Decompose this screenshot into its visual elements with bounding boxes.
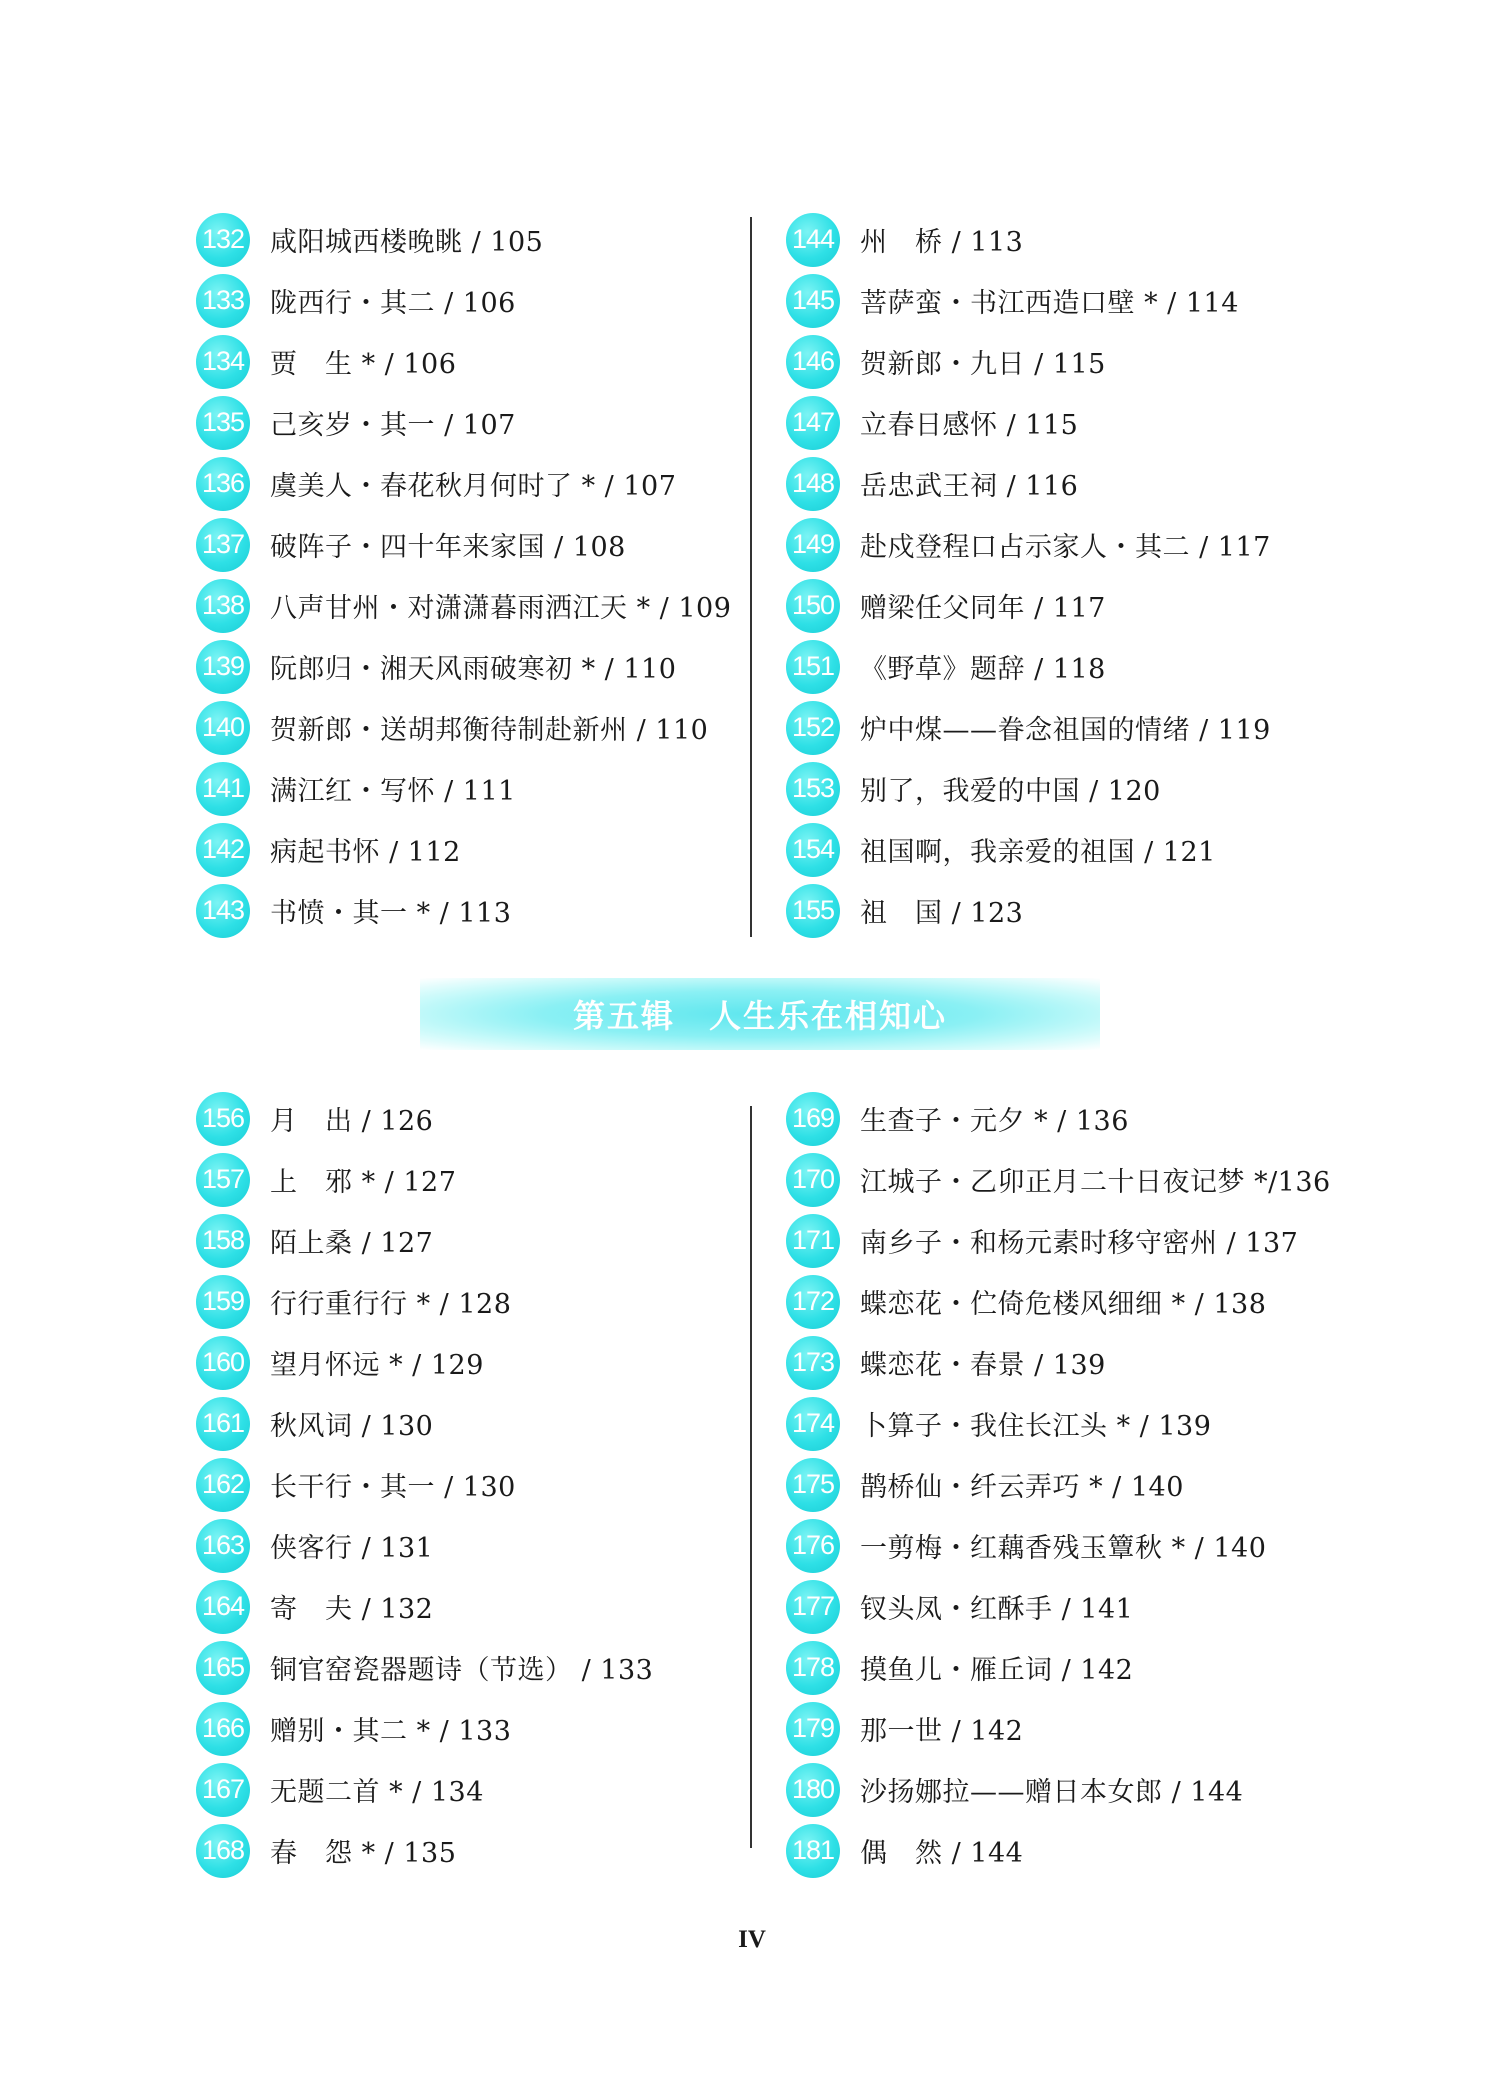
entry-title: 祖国啊，我亲爱的祖国 / 121 bbox=[860, 837, 1216, 868]
entry-number-badge: 174 bbox=[786, 1397, 840, 1451]
toc-entry[interactable] bbox=[196, 1759, 756, 1820]
entry-number-badge: 164 bbox=[196, 1580, 250, 1634]
entry-title: 长干行・其一 / 130 bbox=[270, 1472, 516, 1503]
toc-entry[interactable] bbox=[196, 636, 756, 697]
toc-entry[interactable] bbox=[196, 514, 756, 575]
entry-title: 阮郎归・湘天风雨破寒初 * / 110 bbox=[270, 654, 677, 685]
toc-entry[interactable] bbox=[786, 331, 1346, 392]
entry-title: 一剪梅・红藕香残玉簟秋 * / 140 bbox=[860, 1533, 1267, 1564]
entry-number-badge: 159 bbox=[196, 1275, 250, 1329]
section-title-banner bbox=[420, 978, 1100, 1050]
entry-title: 春 怨 * / 135 bbox=[270, 1838, 457, 1869]
toc-column-left bbox=[196, 209, 756, 941]
toc-entry[interactable] bbox=[786, 1271, 1346, 1332]
toc-entry[interactable] bbox=[196, 1576, 756, 1637]
toc-entry[interactable] bbox=[786, 453, 1346, 514]
toc-column-left bbox=[196, 1088, 756, 1881]
toc-entry[interactable] bbox=[196, 697, 756, 758]
entry-title: 破阵子・四十年来家国 / 108 bbox=[270, 532, 626, 563]
entry-title: 别了，我爱的中国 / 120 bbox=[860, 776, 1161, 807]
entry-number-badge: 170 bbox=[786, 1153, 840, 1207]
toc-entry[interactable] bbox=[196, 1393, 756, 1454]
toc-entry[interactable] bbox=[786, 1759, 1346, 1820]
entry-title: 立春日感怀 / 115 bbox=[860, 410, 1079, 441]
entry-number-badge: 177 bbox=[786, 1580, 840, 1634]
toc-entry[interactable] bbox=[196, 392, 756, 453]
entry-number-badge: 140 bbox=[196, 701, 250, 755]
toc-entry[interactable] bbox=[196, 575, 756, 636]
entry-title: 炉中煤——眷念祖国的情绪 / 119 bbox=[860, 715, 1271, 746]
toc-entry[interactable] bbox=[786, 1393, 1346, 1454]
entry-number-badge: 139 bbox=[196, 640, 250, 694]
entry-number-badge: 147 bbox=[786, 396, 840, 450]
toc-entry[interactable] bbox=[786, 758, 1346, 819]
entry-number-badge: 180 bbox=[786, 1763, 840, 1817]
toc-entry[interactable] bbox=[786, 1515, 1346, 1576]
entry-title: 书愤・其一 * / 113 bbox=[270, 898, 512, 929]
toc-entry[interactable] bbox=[786, 1698, 1346, 1759]
entry-number-badge: 149 bbox=[786, 518, 840, 572]
entry-number-badge: 156 bbox=[196, 1092, 250, 1146]
toc-entry[interactable] bbox=[196, 1149, 756, 1210]
entry-number-badge: 171 bbox=[786, 1214, 840, 1268]
entry-title: 无题二首 * / 134 bbox=[270, 1777, 484, 1808]
toc-entry[interactable] bbox=[786, 1149, 1346, 1210]
entry-title: 秋风词 / 130 bbox=[270, 1411, 434, 1442]
entry-number-badge: 145 bbox=[786, 274, 840, 328]
entry-number-badge: 146 bbox=[786, 335, 840, 389]
entry-number-badge: 166 bbox=[196, 1702, 250, 1756]
entry-number-badge: 157 bbox=[196, 1153, 250, 1207]
toc-entry[interactable] bbox=[196, 331, 756, 392]
toc-entry[interactable] bbox=[786, 1576, 1346, 1637]
column-divider bbox=[750, 1106, 752, 1848]
entry-number-badge: 142 bbox=[196, 823, 250, 877]
section-title: 第五辑 人生乐在相知心 bbox=[572, 997, 947, 1035]
entry-title: 卜算子・我住长江头 * / 139 bbox=[860, 1411, 1212, 1442]
entry-title: 南乡子・和杨元素时移守密州 / 137 bbox=[860, 1228, 1299, 1259]
entry-title: 生查子・元夕 * / 136 bbox=[860, 1106, 1129, 1137]
toc-column-right bbox=[786, 209, 1346, 941]
toc-entry[interactable] bbox=[196, 1210, 756, 1271]
entry-number-badge: 179 bbox=[786, 1702, 840, 1756]
toc-entry[interactable] bbox=[786, 636, 1346, 697]
entry-number-badge: 137 bbox=[196, 518, 250, 572]
entry-title: 菩萨蛮・书江西造口壁 * / 114 bbox=[860, 288, 1239, 319]
entry-title: 望月怀远 * / 129 bbox=[270, 1350, 484, 1381]
entry-number-badge: 158 bbox=[196, 1214, 250, 1268]
entry-number-badge: 132 bbox=[196, 213, 250, 267]
toc-entry[interactable] bbox=[196, 1698, 756, 1759]
toc-entry[interactable] bbox=[196, 880, 756, 941]
toc-entry[interactable] bbox=[196, 1271, 756, 1332]
entry-title: 沙扬娜拉——赠日本女郎 / 144 bbox=[860, 1777, 1244, 1808]
entry-number-badge: 155 bbox=[786, 884, 840, 938]
column-divider bbox=[750, 217, 752, 937]
toc-entry[interactable] bbox=[786, 1820, 1346, 1881]
toc-entry[interactable] bbox=[786, 270, 1346, 331]
page-number: IV bbox=[738, 1926, 766, 1953]
entry-title: 江城子・乙卯正月二十日夜记梦 */136 bbox=[860, 1167, 1331, 1198]
entry-number-badge: 138 bbox=[196, 579, 250, 633]
entry-title: 蝶恋花・春景 / 139 bbox=[860, 1350, 1106, 1381]
toc-entry[interactable] bbox=[196, 1515, 756, 1576]
entry-number-badge: 161 bbox=[196, 1397, 250, 1451]
entry-number-badge: 178 bbox=[786, 1641, 840, 1695]
entry-number-badge: 152 bbox=[786, 701, 840, 755]
entry-number-badge: 134 bbox=[196, 335, 250, 389]
toc-entry[interactable] bbox=[196, 1820, 756, 1881]
toc-entry[interactable] bbox=[786, 1454, 1346, 1515]
entry-title: 月 出 / 126 bbox=[270, 1106, 434, 1137]
entry-number-badge: 148 bbox=[786, 457, 840, 511]
entry-number-badge: 150 bbox=[786, 579, 840, 633]
entry-title: 己亥岁・其一 / 107 bbox=[270, 410, 516, 441]
entry-title: 贺新郎・送胡邦衡待制赴新州 / 110 bbox=[270, 715, 709, 746]
entry-number-badge: 135 bbox=[196, 396, 250, 450]
entry-title: 寄 夫 / 132 bbox=[270, 1594, 434, 1625]
entry-title: 陌上桑 / 127 bbox=[270, 1228, 434, 1259]
entry-number-badge: 165 bbox=[196, 1641, 250, 1695]
toc-entry[interactable] bbox=[786, 1088, 1346, 1149]
toc-entry[interactable] bbox=[196, 758, 756, 819]
entry-title: 钗头凤・红酥手 / 141 bbox=[860, 1594, 1134, 1625]
entry-title: 偶 然 / 144 bbox=[860, 1838, 1024, 1869]
entry-title: 蝶恋花・伫倚危楼风细细 * / 138 bbox=[860, 1289, 1267, 1320]
entry-number-badge: 141 bbox=[196, 762, 250, 816]
entry-title: 八声甘州・对潇潇暮雨洒江天 * / 109 bbox=[270, 593, 732, 624]
toc-entry[interactable] bbox=[786, 514, 1346, 575]
entry-number-badge: 169 bbox=[786, 1092, 840, 1146]
entry-title: 陇西行・其二 / 106 bbox=[270, 288, 516, 319]
toc-entry[interactable] bbox=[786, 209, 1346, 270]
entry-number-badge: 143 bbox=[196, 884, 250, 938]
entry-number-badge: 173 bbox=[786, 1336, 840, 1390]
toc-entry[interactable] bbox=[196, 270, 756, 331]
entry-title: 赠梁任父同年 / 117 bbox=[860, 593, 1106, 624]
entry-title: 州 桥 / 113 bbox=[860, 227, 1024, 258]
entry-title: 贾 生 * / 106 bbox=[270, 349, 457, 380]
toc-entry[interactable] bbox=[196, 819, 756, 880]
entry-title: 虞美人・春花秋月何时了 * / 107 bbox=[270, 471, 677, 502]
entry-title: 岳忠武王祠 / 116 bbox=[860, 471, 1079, 502]
entry-title: 那一世 / 142 bbox=[860, 1716, 1024, 1747]
entry-number-badge: 160 bbox=[196, 1336, 250, 1390]
toc-entry[interactable] bbox=[786, 392, 1346, 453]
entry-title: 贺新郎・九日 / 115 bbox=[860, 349, 1106, 380]
entry-title: 摸鱼儿・雁丘词 / 142 bbox=[860, 1655, 1134, 1686]
entry-title: 赴戍登程口占示家人・其二 / 117 bbox=[860, 532, 1271, 563]
toc-entry[interactable] bbox=[196, 453, 756, 514]
entry-number-badge: 144 bbox=[786, 213, 840, 267]
entry-number-badge: 162 bbox=[196, 1458, 250, 1512]
entry-title: 祖 国 / 123 bbox=[860, 898, 1024, 929]
toc-entry[interactable] bbox=[786, 1637, 1346, 1698]
toc-entry[interactable] bbox=[786, 819, 1346, 880]
entry-title: 上 邪 * / 127 bbox=[270, 1167, 457, 1198]
entry-title: 赠别・其二 * / 133 bbox=[270, 1716, 512, 1747]
entry-number-badge: 136 bbox=[196, 457, 250, 511]
entry-number-badge: 172 bbox=[786, 1275, 840, 1329]
toc-entry[interactable] bbox=[786, 1210, 1346, 1271]
entry-number-badge: 163 bbox=[196, 1519, 250, 1573]
toc-entry[interactable] bbox=[786, 697, 1346, 758]
entry-number-badge: 167 bbox=[196, 1763, 250, 1817]
entry-title: 铜官窑瓷器题诗（节选） / 133 bbox=[270, 1655, 654, 1686]
toc-entry[interactable] bbox=[786, 880, 1346, 941]
entry-number-badge: 151 bbox=[786, 640, 840, 694]
entry-number-badge: 181 bbox=[786, 1824, 840, 1878]
toc-entry[interactable] bbox=[786, 1332, 1346, 1393]
entry-title: 行行重行行 * / 128 bbox=[270, 1289, 512, 1320]
entry-number-badge: 133 bbox=[196, 274, 250, 328]
entry-title: 鹊桥仙・纤云弄巧 * / 140 bbox=[860, 1472, 1184, 1503]
toc-entry[interactable] bbox=[196, 209, 756, 270]
entry-title: 病起书怀 / 112 bbox=[270, 837, 461, 868]
entry-number-badge: 153 bbox=[786, 762, 840, 816]
toc-entry[interactable] bbox=[786, 575, 1346, 636]
toc-entry[interactable] bbox=[196, 1454, 756, 1515]
entry-title: 满江红・写怀 / 111 bbox=[270, 776, 516, 807]
entry-number-badge: 168 bbox=[196, 1824, 250, 1878]
toc-entry[interactable] bbox=[196, 1637, 756, 1698]
entry-number-badge: 175 bbox=[786, 1458, 840, 1512]
toc-entry[interactable] bbox=[196, 1088, 756, 1149]
toc-column-right bbox=[786, 1088, 1346, 1881]
entry-title: 侠客行 / 131 bbox=[270, 1533, 434, 1564]
entry-title: 《野草》题辞 / 118 bbox=[860, 654, 1106, 685]
toc-entry[interactable] bbox=[196, 1332, 756, 1393]
entry-number-badge: 154 bbox=[786, 823, 840, 877]
entry-title: 咸阳城西楼晚眺 / 105 bbox=[270, 227, 544, 258]
entry-number-badge: 176 bbox=[786, 1519, 840, 1573]
